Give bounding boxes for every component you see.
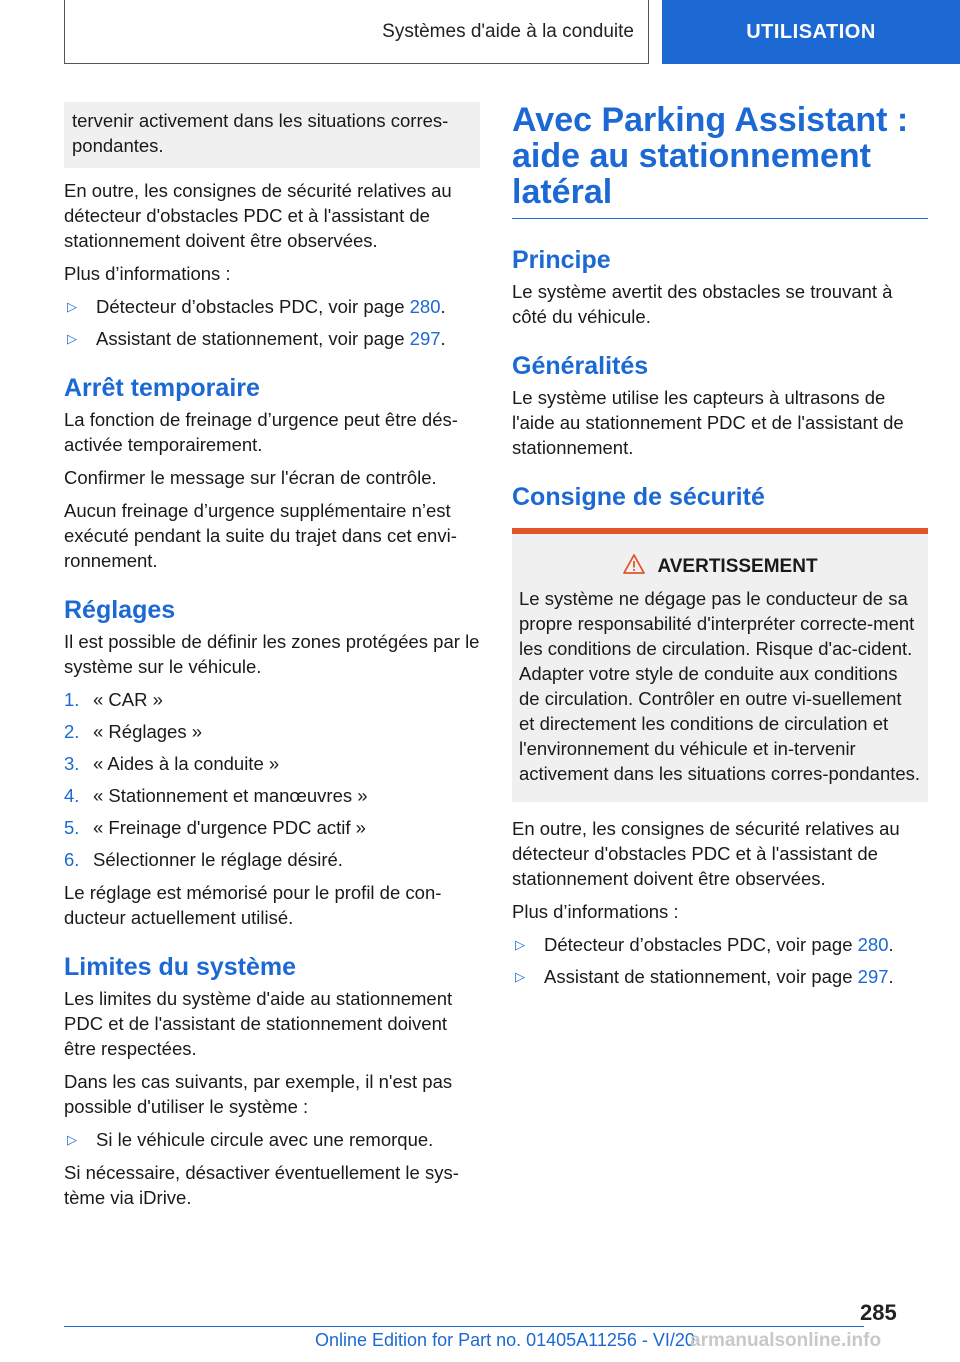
main-heading: Avec Parking Assistant : aide au stationnement latéral xyxy=(512,101,909,211)
paragraph: Dans les cas suivants, par exemple, il n'est pas possible d'utiliser le système : xyxy=(64,1071,453,1117)
page-number: 285 xyxy=(860,1300,897,1325)
heading-reglages: Réglages xyxy=(64,596,176,624)
more-info-label: Plus d’informations : xyxy=(64,263,231,284)
paragraph: Confirmer le message sur l'écran de contrôle. xyxy=(64,467,437,488)
more-info-label: Plus d’informations : xyxy=(512,901,679,922)
triangle-bullet-icon: ▷ xyxy=(515,937,525,952)
paragraph: Les limites du système d'aide au stationnement PDC et de l'assistant de stationnement doivent être respectées. xyxy=(64,988,453,1059)
list-item: ▷ Assistant de stationnement, voir page 297. xyxy=(512,964,928,989)
list-item: ▷ Détecteur d’obstacles PDC, voir page 280. xyxy=(64,294,480,319)
paragraph: Le réglage est mémorisé pour le profil de con-ducteur actuellement utilisé. xyxy=(64,882,442,928)
paragraph: Aucun freinage d’urgence supplémentaire n’est exécuté pendant la suite du trajet dans cet envi-ronnement. xyxy=(64,500,457,571)
left-column xyxy=(64,102,480,1218)
page-link-297[interactable]: 297 xyxy=(409,328,441,349)
page-link-280[interactable]: 280 xyxy=(409,296,441,317)
heading-limites: Limites du système xyxy=(64,953,297,981)
paragraph: Si nécessaire, désactiver éventuellement le sys-tème via iDrive. xyxy=(64,1162,459,1208)
chapter-tab xyxy=(662,0,960,64)
warning-box xyxy=(512,528,928,802)
paragraph: Le système utilise les capteurs à ultrasons de l'aide au stationnement PDC et de l'assistant de stationnement. xyxy=(512,387,904,458)
reference-list xyxy=(512,932,928,989)
list-item: ▷ Détecteur d’obstacles PDC, voir page 280. xyxy=(512,932,928,957)
step-item: 6. Sélectionner le réglage désiré. xyxy=(64,849,343,870)
triangle-bullet-icon: ▷ xyxy=(67,1132,77,1147)
heading-principe: Principe xyxy=(512,246,611,274)
continued-warning-box xyxy=(64,102,480,168)
warning-text: Le système ne dégage pas le conducteur de sa propre responsabilité d'interpréter correcte-ment les conditions de circulation. Risque d'ac-cident. Adapter votre style de conduite aux conditions de circulation. Contrôler en outre vi-suellement et directement les conditions de circulation et l'environnement du véhicule et in-tervenir activement dans les situations corres-pondantes. xyxy=(519,588,921,784)
step-item: 1. « CAR » xyxy=(64,689,163,710)
chapter-title: UTILISATION xyxy=(746,20,876,43)
list-item: ▷ Assistant de stationnement, voir page 297. xyxy=(64,326,480,351)
steps-list xyxy=(64,687,480,872)
heading-rule xyxy=(512,218,928,219)
edition-footer: Online Edition for Part no. 01405A11256 - VI/20 xyxy=(315,1330,695,1350)
paragraph: En outre, les consignes de sécurité relatives au détecteur d'obstacles PDC et à l'assistant de stationnement doivent être observées. xyxy=(64,180,452,251)
step-item: 4. « Stationnement et manœuvres » xyxy=(64,785,368,806)
paragraph: Le système avertit des obstacles se trouvant à côté du véhicule. xyxy=(512,281,893,327)
page-link-280[interactable]: 280 xyxy=(857,934,889,955)
running-header-section xyxy=(64,0,649,64)
warning-triangle-icon xyxy=(623,554,645,580)
heading-generalites: Généralités xyxy=(512,352,649,380)
paragraph: En outre, les consignes de sécurité relatives au détecteur d'obstacles PDC et à l'assistant de stationnement doivent être observées. xyxy=(512,818,900,889)
step-item: 3. « Aides à la conduite » xyxy=(64,753,280,774)
right-column xyxy=(512,102,928,997)
warning-header xyxy=(519,554,922,580)
triangle-bullet-icon: ▷ xyxy=(67,299,77,314)
paragraph: Il est possible de définir les zones protégées par le système sur le véhicule. xyxy=(64,631,480,677)
heading-consigne: Consigne de sécurité xyxy=(512,483,765,511)
warning-title: AVERTISSEMENT xyxy=(657,556,818,577)
triangle-bullet-icon: ▷ xyxy=(515,969,525,984)
continued-warning-text: tervenir activement dans les situations corres-pondantes. xyxy=(72,110,449,156)
paragraph: La fonction de freinage d’urgence peut être dés-activée temporairement. xyxy=(64,409,458,455)
heading-arret-temporaire: Arrêt temporaire xyxy=(64,374,260,402)
footer-rule xyxy=(64,1326,864,1327)
condition-list xyxy=(64,1127,480,1152)
triangle-bullet-icon: ▷ xyxy=(67,331,77,346)
list-item: ▷ Si le véhicule circule avec une remorque. xyxy=(64,1127,480,1152)
page-link-297[interactable]: 297 xyxy=(857,966,889,987)
watermark: armanualsonline.info xyxy=(690,1330,882,1351)
step-item: 2. « Réglages » xyxy=(64,721,203,742)
section-title: Systèmes d'aide à la conduite xyxy=(382,20,634,42)
reference-list xyxy=(64,294,480,351)
step-item: 5. « Freinage d'urgence PDC actif » xyxy=(64,817,366,838)
